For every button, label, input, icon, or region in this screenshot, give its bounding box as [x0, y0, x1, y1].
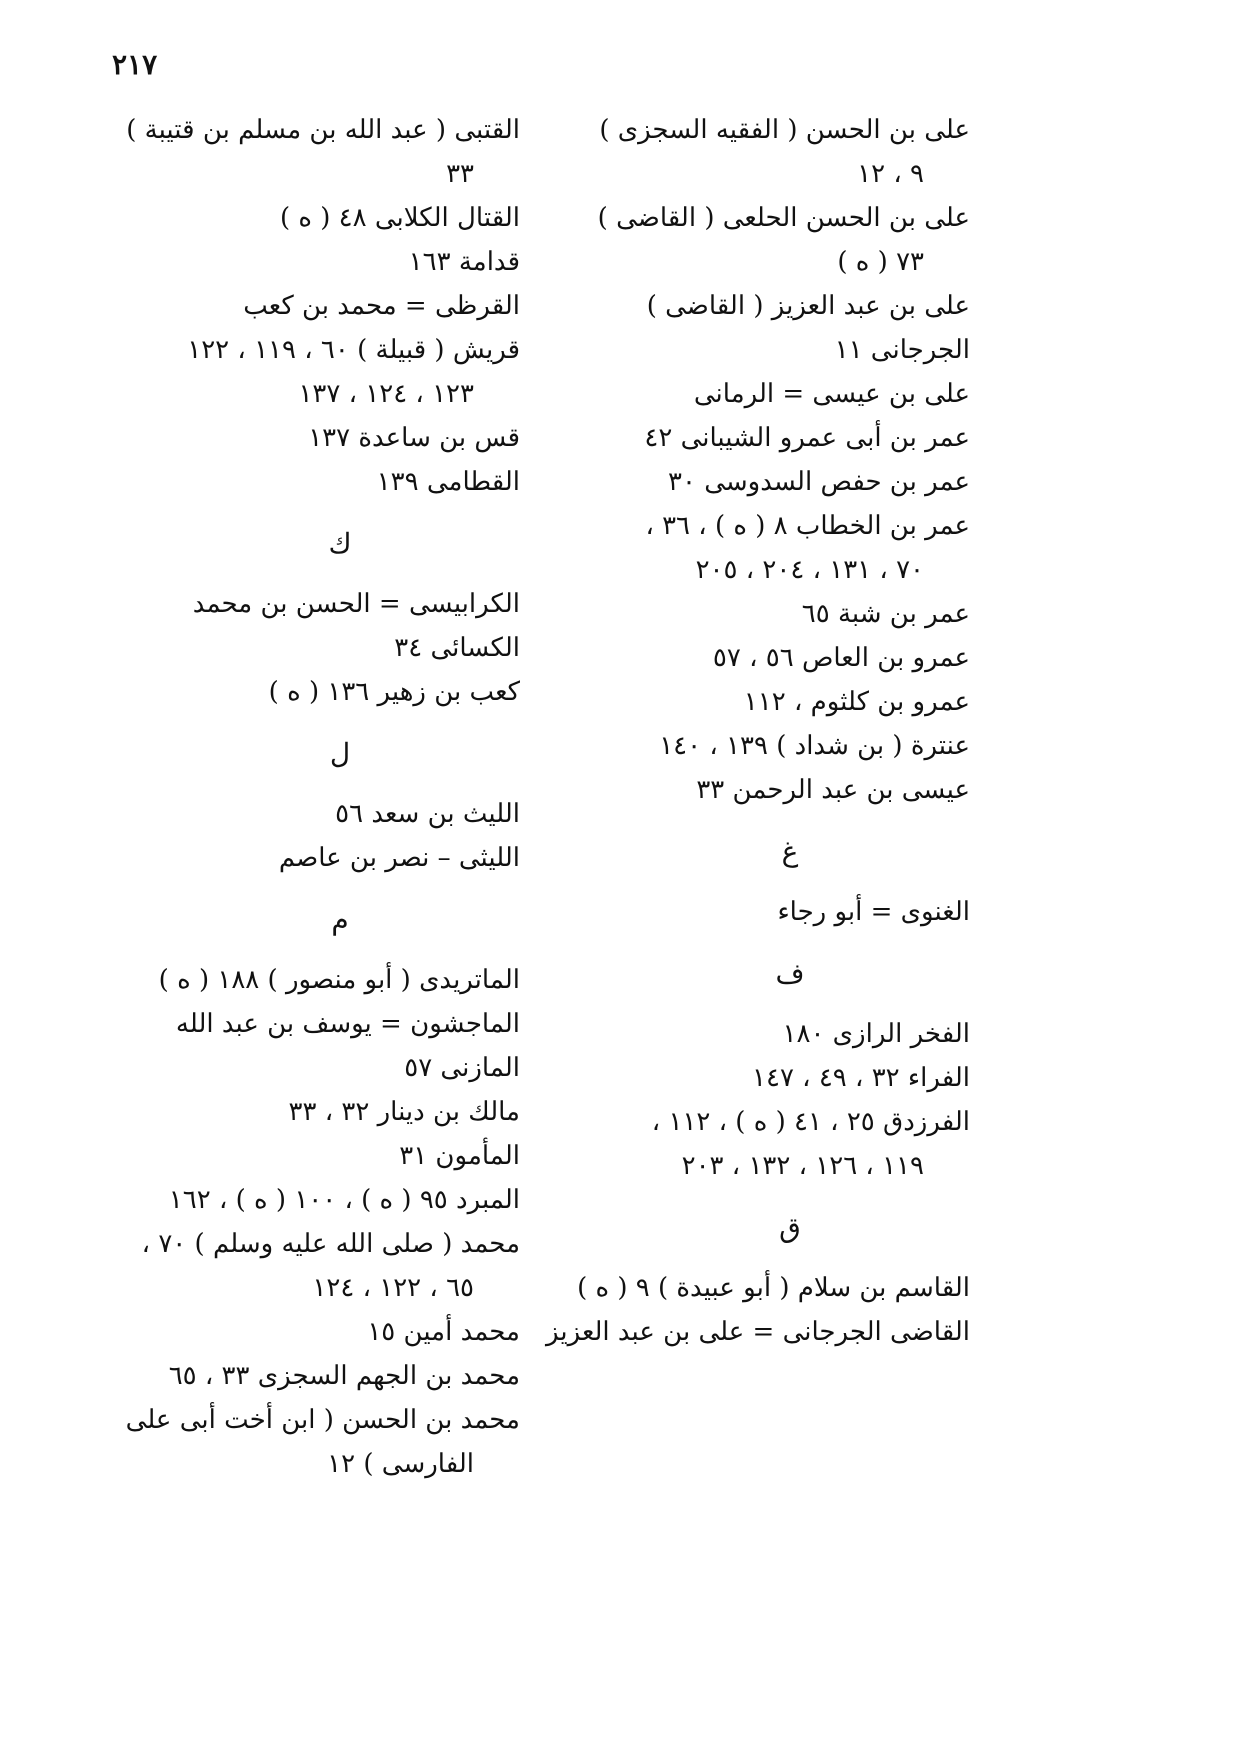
section-letter: ل — [329, 737, 351, 770]
index-entry: قس بن ساعدة ١٣٧ — [308, 423, 520, 453]
index-entry: المبرد ٩٥ ( ه ) ، ١٠٠ ( ه ) ، ١٦٢ — [168, 1185, 520, 1215]
index-entry: الجرجانى ١١ — [834, 335, 970, 365]
section-letter: ق — [779, 1211, 801, 1244]
index-entry: عمرو بن العاص ٥٦ ، ٥٧ — [712, 643, 970, 673]
entry-group — [100, 582, 520, 714]
index-entry-continuation: ١١٩ ، ١٢٦ ، ١٣٢ ، ٢٠٣ — [681, 1151, 924, 1181]
index-entry: على بن عيسى = الرمانى — [693, 379, 970, 409]
index-entry: الفراء ٣٢ ، ٤٩ ، ١٤٧ — [752, 1063, 970, 1093]
index-entry: الماتريدى ( أبو منصور ) ١٨٨ ( ه ) — [158, 965, 520, 995]
index-column-right — [546, 108, 970, 1354]
index-entry: القتال الكلابى ٤٨ ( ه ) — [279, 203, 520, 233]
entry-group — [100, 792, 520, 880]
index-entry: القاسم بن سلام ( أبو عبيدة ) ٩ ( ه ) — [577, 1273, 970, 1303]
index-column-left — [100, 108, 520, 1486]
index-entry: الليث بن سعد ٥٦ — [335, 799, 520, 829]
section-letter: غ — [781, 835, 799, 868]
section-letter: ف — [775, 957, 805, 990]
index-entry: محمد أمين ١٥ — [367, 1317, 520, 1347]
index-entry: عيسى بن عبد الرحمن ٣٣ — [696, 775, 970, 805]
entry-group — [550, 108, 970, 812]
index-entry: محمد بن الحسن ( ابن أخت أبى على — [125, 1405, 520, 1435]
index-entry: الكرابيسى = الحسن بن محمد — [192, 589, 520, 619]
index-entry: مالك بن دينار ٣٢ ، ٣٣ — [288, 1097, 520, 1127]
index-entry: الفخر الرازى ١٨٠ — [782, 1019, 970, 1049]
index-entry-continuation: ٧٣ ( ه ) — [837, 247, 924, 277]
index-entry-continuation: ٧٠ ، ١٣١ ، ٢٠٤ ، ٢٠٥ — [695, 555, 924, 585]
index-entry-continuation: ٦٥ ، ١٢٢ ، ١٢٤ — [312, 1273, 474, 1303]
index-entry-continuation: الفارسى ) ١٢ — [327, 1449, 474, 1479]
entry-group — [100, 958, 520, 1486]
index-entry: قدامة ١٦٣ — [408, 247, 520, 277]
index-entry-continuation: ١٢٣ ، ١٢٤ ، ١٣٧ — [298, 379, 474, 409]
index-entry: الفرزدق ٢٥ ، ٤١ ( ه ) ، ١١٢ ، — [651, 1107, 970, 1137]
index-entry: الماجشون = يوسف بن عبد الله — [175, 1009, 520, 1039]
index-entry: على بن عبد العزيز ( القاضى ) — [646, 291, 970, 321]
entry-group — [550, 1012, 970, 1188]
index-entry-continuation: ٩ ، ١٢ — [857, 159, 924, 189]
entry-group — [550, 890, 970, 934]
section-letter: ك — [328, 527, 352, 560]
index-entry: عمر بن شبة ٦٥ — [801, 599, 970, 629]
entry-group — [546, 1266, 970, 1354]
index-entry: القرظى = محمد بن كعب — [243, 291, 520, 321]
page-number: ٢١٧ — [112, 48, 158, 81]
index-entry: كعب بن زهير ١٣٦ ( ه ) — [268, 677, 520, 707]
index-entry-continuation: ٣٣ — [446, 159, 474, 189]
index-entry: عنترة ( بن شداد ) ١٣٩ ، ١٤٠ — [659, 731, 970, 761]
index-entry: القاضى الجرجانى = على بن عبد العزيز — [546, 1317, 970, 1347]
index-entry: الليثى – نصر بن عاصم — [278, 843, 520, 873]
index-entry: الغنوى = أبو رجاء — [777, 897, 970, 927]
index-entry: الكسائى ٣٤ — [394, 633, 520, 663]
index-entry: قريش ( قبيلة ) ٦٠ ، ١١٩ ، ١٢٢ — [187, 335, 520, 365]
index-entry: القتبى ( عبد الله بن مسلم بن قتيبة ) — [126, 115, 520, 145]
index-entry: محمد ( صلى الله عليه وسلم ) ٧٠ ، — [141, 1229, 520, 1259]
index-entry: المازنى ٥٧ — [404, 1053, 520, 1083]
index-entry: القطامى ١٣٩ — [376, 467, 520, 497]
index-entry: عمر بن أبى عمرو الشيبانى ٤٢ — [644, 423, 970, 453]
index-entry: عمرو بن كلثوم ، ١١٢ — [743, 687, 970, 717]
index-entry: المأمون ٣١ — [399, 1141, 520, 1171]
section-letter: م — [331, 903, 349, 936]
index-entry: عمر بن حفص السدوسى ٣٠ — [668, 467, 970, 497]
index-entry: على بن الحسن ( الفقيه السجزى ) — [599, 115, 970, 145]
index-entry: على بن الحسن الحلعى ( القاضى ) — [597, 203, 970, 233]
index-entry: عمر بن الخطاب ٨ ( ه ) ، ٣٦ ، — [645, 511, 970, 541]
index-entry: محمد بن الجهم السجزى ٣٣ ، ٦٥ — [168, 1361, 520, 1391]
entry-group — [100, 108, 520, 504]
